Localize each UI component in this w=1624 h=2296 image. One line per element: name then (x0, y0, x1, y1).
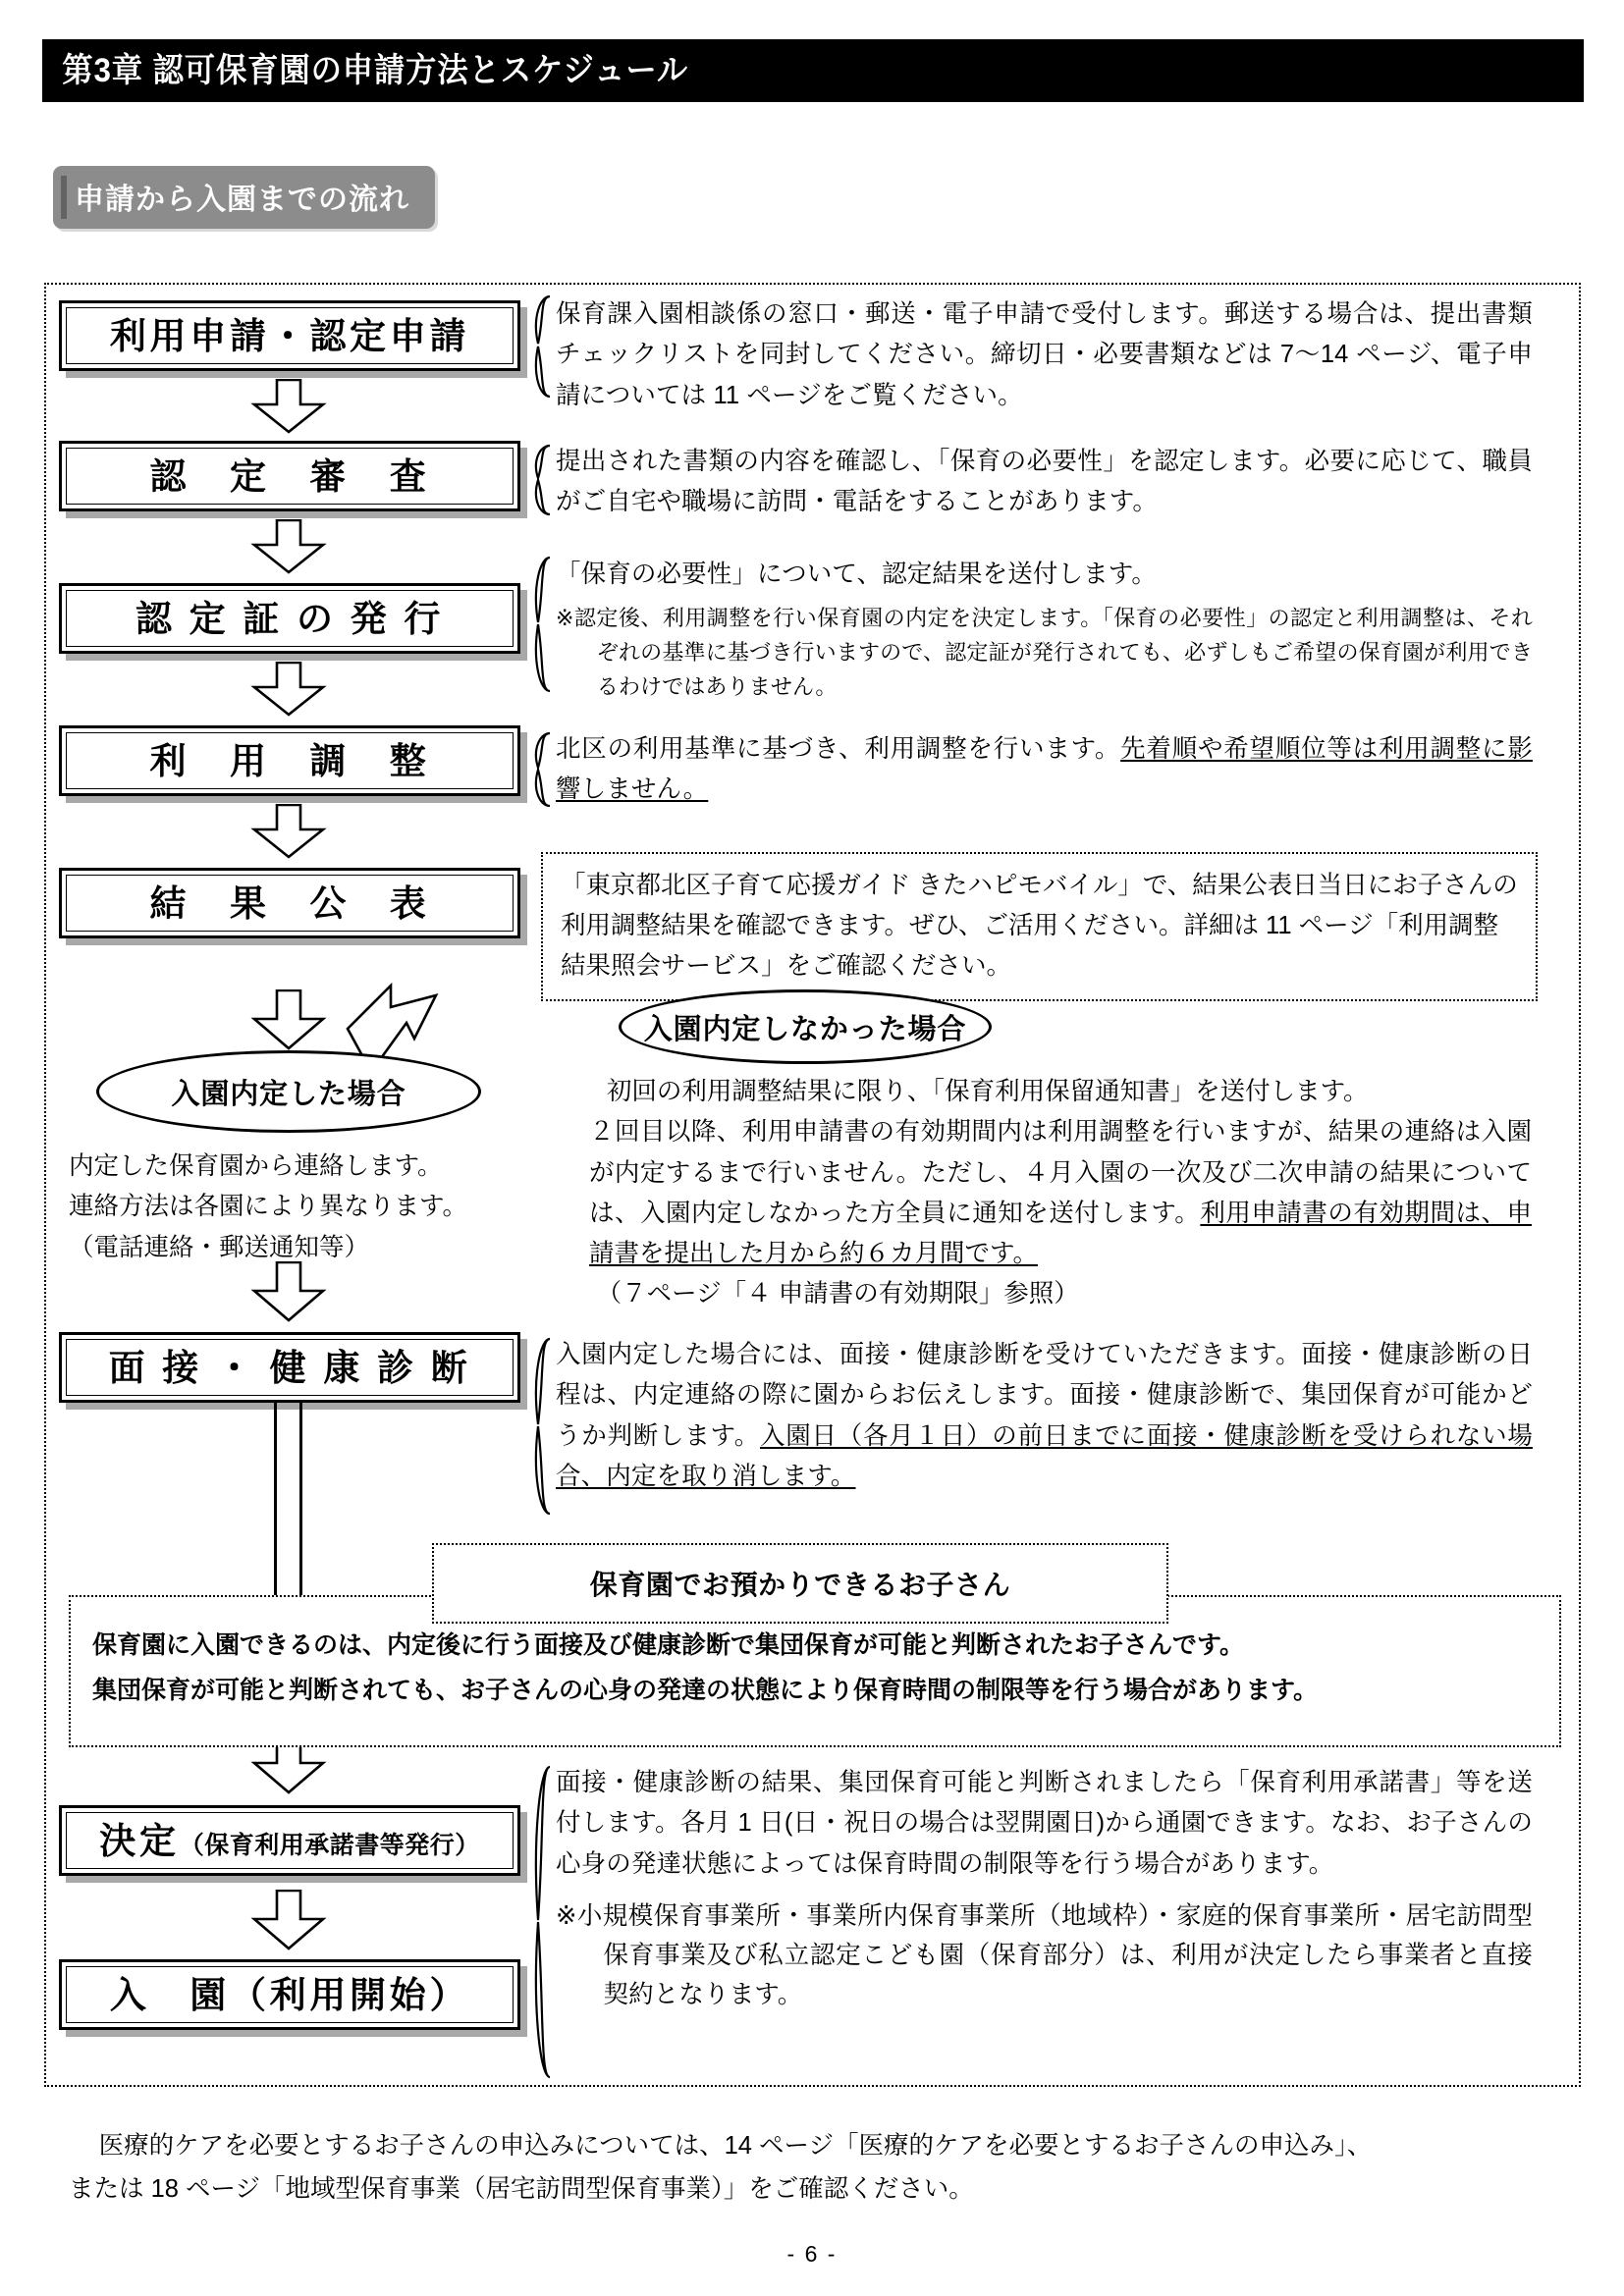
chapter-title: 第3章 認可保育園の申請方法とスケジュール (62, 52, 689, 89)
footer-line-1: 医療的ケアを必要とするお子さんの申込みについては、14 ページ「医療的ケアを必要とするお子さんの申込み」、 (98, 2132, 1373, 2160)
oval-rejected: 入園内定しなかった場合 (619, 989, 992, 1064)
desc-adjust-underlined: 先着順や希望順位等は利用調整に影響しません。 (556, 735, 1533, 804)
care-box-title: 保育園でお預かりできるお子さん (432, 1543, 1168, 1624)
step-label-review: 認 定 審 査 (149, 455, 430, 497)
rejected-branch-text (589, 1072, 1532, 1315)
rejected-plain: ２回目以降、利用申請書の有効期間内は利用調整を行いますが、結果の連絡は入園が内定するまで行いません。ただし、４月入園の一次及び二次申請の結果については、入園内定しなかった方全員に通知を送付します。 (589, 1118, 1532, 1227)
arrow-accepted-to-interview (247, 1261, 330, 1322)
step-label-decision-sub: （保育利用承諾書等発行） (179, 1831, 480, 1859)
brace-adjust (530, 731, 556, 808)
step-label-decision-main: 決定 (99, 1820, 180, 1861)
desc-issue (556, 555, 1533, 705)
accepted-line-1: 内定した保育園から連絡します。 (69, 1152, 443, 1180)
brace-review (530, 444, 556, 516)
step-box-review (59, 441, 520, 511)
care-box-line-2: 集団保育が可能と判断されても、お子さんの心身の発達の状態により保育時間の制限等を行う場合があります。 (92, 1677, 1319, 1705)
step-label-decision (99, 1820, 480, 1861)
arrow-publish-to-accepted (247, 989, 330, 1050)
rejected-underlined: 利用申請書の有効期間は、申請書を提出した月から約６カ月間です。 (589, 1199, 1532, 1268)
step-box-adjust (59, 725, 520, 796)
footer-note (69, 2125, 1561, 2212)
oval-accepted: 入園内定した場合 (96, 1050, 481, 1133)
desc-interview-plain: 入園内定した場合には、面接・健康診断を受けていただきます。面接・健康診断の日程は、内定連絡の際に園からお伝えします。面接・健康診断で、集団保育が可能かどうか判断します。 (556, 1341, 1533, 1450)
arrow-apply-to-review (247, 379, 330, 434)
step-label-issue: 認 定 証 の 発 行 (135, 598, 445, 639)
rejected-line-1: 初回の利用調整結果に限り、「保育利用保留通知書」を送付します。 (606, 1078, 1369, 1105)
publish-info-box: 「東京都北区子育て応援ガイド きたハピモバイル」で、結果公表日当日にお子さんの利用調整結果を確認できます。ぜひ、ご活用ください。詳細は 11 ページ「利用調整結果照会サービス」をご確認ください。 (541, 852, 1538, 1001)
step-label-interview: 面 接 ・ 健 康 診 断 (108, 1347, 471, 1388)
desc-interview (556, 1335, 1533, 1497)
arrow-issue-to-adjust (247, 662, 330, 717)
page-number: - 6 - (786, 2241, 838, 2267)
chapter-banner (42, 39, 1584, 102)
care-box-line-1: 保育園に入園できるのは、内定後に行う面接及び健康診断で集団保育が可能と判断されたお子さんです。 (92, 1631, 1245, 1659)
step-box-apply (59, 300, 520, 371)
desc-adjust-plain: 北区の利用基準に基づき、利用調整を行います。 (556, 735, 1121, 763)
step-label-publish: 結 果 公 表 (149, 882, 430, 924)
step-label-apply: 利用申請・認定申請 (109, 315, 470, 356)
desc-issue-main: 「保育の必要性」について、認定結果を送付します。 (556, 561, 1158, 588)
brace-apply (530, 294, 556, 399)
desc-adjust (556, 729, 1533, 811)
step-box-publish (59, 868, 520, 938)
accepted-line-3: （電話連絡・郵送通知等） (69, 1233, 370, 1261)
arrow-review-to-issue (247, 519, 330, 574)
step-label-entry: 入 園（利用開始） (109, 1974, 470, 2015)
desc-review: 提出された書類の内容を確認し、「保育の必要性」を認定します。必要に応じて、職員がご自宅や職場に訪問・電話をすることがあります。 (556, 448, 1533, 516)
brace-interview (530, 1337, 556, 1516)
step-label-adjust: 利 用 調 整 (149, 740, 430, 781)
brace-issue (530, 556, 556, 693)
step-box-decision (59, 1805, 520, 1876)
arrow-adjust-to-publish (247, 804, 330, 859)
desc-decision (556, 1763, 1533, 2015)
desc-interview-underlined: 入園日（各月１日）の前日までに面接・健康診断を受けられない場合、内定を取り消します。 (556, 1421, 1534, 1490)
rejected-paragraph (589, 1112, 1532, 1274)
accepted-line-2: 連絡方法は各園により異なります。 (69, 1193, 467, 1221)
section-heading: 申請から入園までの流れ (53, 166, 435, 229)
desc-decision-note: ※小規模保育事業所・事業所内保育事業所（地域枠）・家庭的保育事業所・居宅訪問型保育事業及び私立認定こども園（保育部分）は、利用が決定したら事業者と直接契約となります。 (556, 1901, 1533, 2009)
arrow-decision-to-entry (247, 1890, 330, 1950)
brace-decision (530, 1765, 556, 2079)
desc-decision-main: 面接・健康診断の結果、集団保育可能と判断されましたら「保育利用承諾書」等を送付します。各月 1 日(日・祝日の場合は翌開園日)から通園できます。なお、お子さんの心身の発達状態によっては保育時間の制限等を行う場合があります。 (556, 1769, 1533, 1878)
rejected-line-3: （７ページ「４ 申請書の有効期限」参照） (596, 1280, 1079, 1308)
desc-apply: 保育課入園相談係の窓口・郵送・電子申請で受付します。郵送する場合は、提出書類チェックリストを同封してください。締切日・必要書類などは 7～14 ページ、電子申請については 11 ページをご覧ください。 (556, 300, 1533, 409)
footer-line-2: または 18 ページ「地域型保育事業（居宅訪問型保育事業）」をご確認ください。 (69, 2174, 974, 2203)
step-box-entry (59, 1959, 520, 2030)
desc-issue-note: ※認定後、利用調整を行い保育園の内定を決定します。「保育の必要性」の認定と利用調整は、それぞれの基準に基づき行いますので、認定証が発行されても、必ずしもご希望の保育園が利用できるわけではありません。 (556, 606, 1533, 699)
step-box-issue (59, 583, 520, 654)
accepted-branch-text (69, 1147, 530, 1268)
step-box-interview (59, 1332, 520, 1403)
